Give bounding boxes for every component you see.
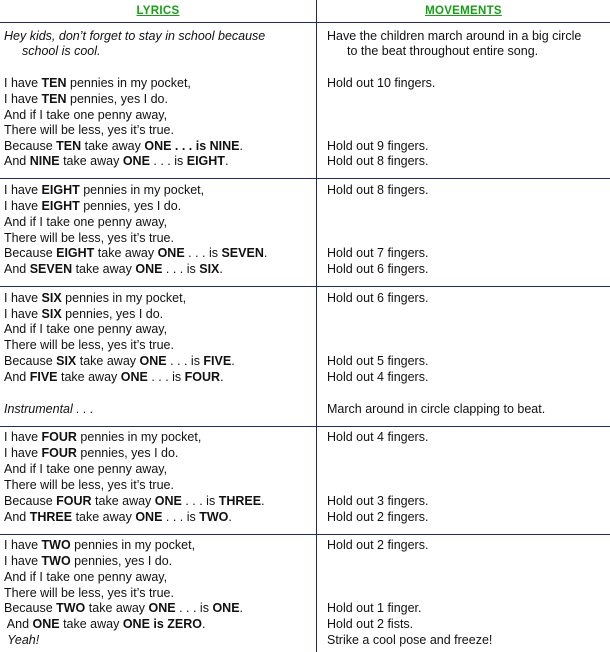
lyric-line: There will be less, yes it’s true. (4, 123, 174, 137)
instrumental-label: Instrumental . . . (4, 402, 94, 416)
lyric-line: I have FOUR pennies, yes I do. (4, 446, 179, 460)
lyric-line: I have TWO pennies, yes I do. (4, 554, 173, 568)
yeah-line: Yeah! (4, 633, 40, 647)
movement-line: Hold out 7 fingers. (327, 246, 429, 260)
intro-lyric-line: Hey kids, don’t forget to stay in school because (4, 29, 266, 43)
row-divider (0, 22, 610, 23)
movement-line: Hold out 8 fingers. (327, 154, 429, 168)
movement-line: Hold out 10 fingers. (327, 76, 436, 90)
intro-movement-line: Have the children march around in a big circle (327, 29, 582, 43)
lyric-line: And SEVEN take away ONE . . . is SIX. (4, 262, 223, 276)
lyric-line: Because TEN take away ONE . . . is NINE. (4, 139, 244, 153)
row-divider (0, 178, 610, 179)
lyric-line: Because FOUR take away ONE . . . is THREE. (4, 494, 265, 508)
intro-lyric-line: school is cool. (22, 44, 101, 58)
movement-line: Hold out 4 fingers. (327, 430, 429, 444)
movement-line: Hold out 8 fingers. (327, 183, 429, 197)
lyric-line: I have FOUR pennies in my pocket, (4, 430, 202, 444)
row-divider (0, 286, 610, 287)
movement-line: Hold out 6 fingers. (327, 262, 429, 276)
lyric-line: I have TWO pennies in my pocket, (4, 538, 196, 552)
movement-line: Hold out 6 fingers. (327, 291, 429, 305)
movements-header: MOVEMENTS (425, 5, 502, 17)
movement-line: Hold out 1 finger. (327, 601, 422, 615)
lyric-line: There will be less, yes it’s true. (4, 338, 174, 352)
movement-line: March around in circle clapping to beat. (327, 402, 546, 416)
lyric-line: And if I take one penny away, (4, 570, 168, 584)
intro-movement-line: to the beat throughout entire song. (347, 44, 539, 58)
lyric-line: Because TWO take away ONE . . . is ONE. (4, 601, 244, 615)
lyric-line: And ONE take away ONE is ZERO. (4, 617, 206, 631)
row-divider (0, 426, 610, 427)
lyric-line: And if I take one penny away, (4, 322, 168, 336)
movement-line: Hold out 9 fingers. (327, 139, 429, 153)
movement-line: Hold out 3 fingers. (327, 494, 429, 508)
lyric-line: And if I take one penny away, (4, 462, 168, 476)
lyric-line: I have EIGHT pennies, yes I do. (4, 199, 182, 213)
lyric-line: And FIVE take away ONE . . . is FOUR. (4, 370, 224, 384)
lyric-line: And NINE take away ONE . . . is EIGHT. (4, 154, 229, 168)
movement-line: Hold out 2 fists. (327, 617, 414, 631)
lyric-line: I have SIX pennies, yes I do. (4, 307, 164, 321)
lyric-line: Because SIX take away ONE . . . is FIVE. (4, 354, 235, 368)
movement-line: Hold out 2 fingers. (327, 538, 429, 552)
lyric-line: I have EIGHT pennies in my pocket, (4, 183, 205, 197)
lyric-line: I have SIX pennies in my pocket, (4, 291, 187, 305)
lyrics-header: LYRICS (136, 5, 180, 17)
lyric-line: And if I take one penny away, (4, 108, 168, 122)
lyric-line: There will be less, yes it’s true. (4, 231, 174, 245)
lyric-line: There will be less, yes it’s true. (4, 478, 174, 492)
movement-line: Hold out 4 fingers. (327, 370, 429, 384)
lyric-line: And if I take one penny away, (4, 215, 168, 229)
movement-line: Hold out 2 fingers. (327, 510, 429, 524)
lyric-line: There will be less, yes it’s true. (4, 586, 174, 600)
lyric-line: I have TEN pennies, yes I do. (4, 92, 168, 106)
movement-line: Hold out 5 fingers. (327, 354, 429, 368)
lyric-line: Because EIGHT take away ONE . . . is SEVEN. (4, 246, 268, 260)
row-divider (0, 534, 610, 535)
column-divider (316, 0, 317, 652)
lyric-line: And THREE take away ONE . . . is TWO. (4, 510, 232, 524)
movement-line: Strike a cool pose and freeze! (327, 633, 493, 647)
lyric-line: I have TEN pennies in my pocket, (4, 76, 191, 90)
